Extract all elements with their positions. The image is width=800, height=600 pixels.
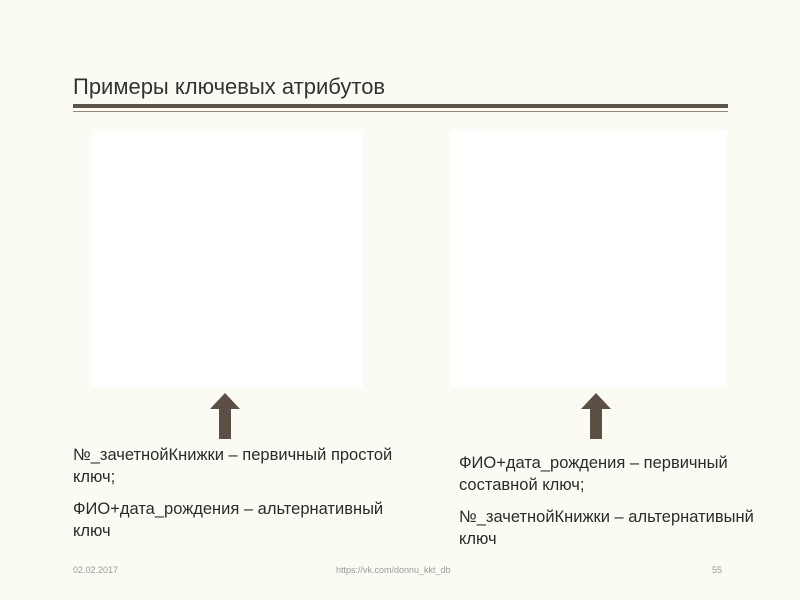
slide-title: Примеры ключевых атрибутов (73, 74, 386, 99)
title-divider-thick (73, 104, 728, 108)
footer-page-number: 55 (712, 565, 723, 575)
right-alternate-key-text: №_зачетнойКнижки – альтернативынй ключ (459, 508, 754, 548)
up-arrow-icon (581, 393, 611, 439)
left-primary-key-text: №_зачетнойКнижки – первичный простой ключ; (73, 446, 393, 486)
left-alternate-key-text: ФИО+дата_рождения – альтернативный ключ (73, 500, 384, 540)
left-image-placeholder (92, 130, 363, 387)
footer-url: https://vk.com/donnu_kkt_db (336, 565, 451, 575)
right-description (459, 452, 759, 560)
right-primary-key-text: ФИО+дата_рождения – первичный составной ключ; (459, 454, 728, 494)
footer-date: 02.02.2017 (73, 565, 119, 575)
left-description (73, 444, 403, 552)
up-arrow-icon (210, 393, 240, 439)
right-image-placeholder (451, 130, 727, 387)
title-divider-thin (73, 111, 728, 112)
